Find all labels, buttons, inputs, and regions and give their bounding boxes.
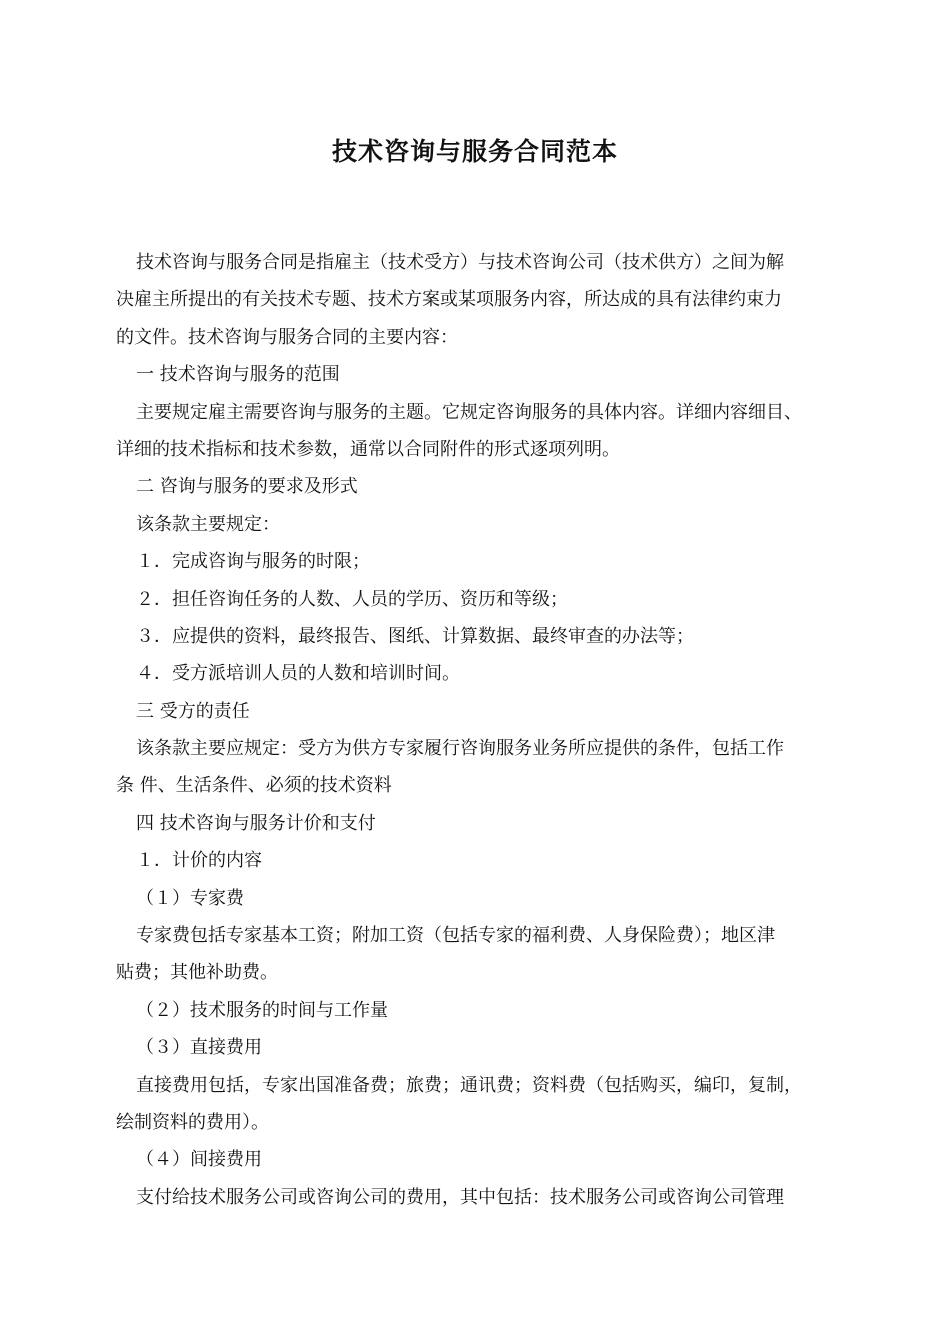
text-line: 的文件。技术咨询与服务合同的主要内容： <box>116 326 458 348</box>
text-line: 该条款主要规定： <box>136 513 280 535</box>
text-line: 主要规定雇主需要咨询与服务的主题。它规定咨询服务的具体内容。详细内容细目、 <box>136 401 802 423</box>
text-line: ２．担任咨询任务的人数、人员的学历、资历和等级； <box>136 588 568 610</box>
document-title: 技术咨询与服务合同范本 <box>331 137 618 166</box>
text-line: ４．受方派培训人员的人数和培训时间。 <box>136 663 460 685</box>
text-line: 详细的技术指标和技术参数，通常以合同附件的形式逐项列明。 <box>116 438 620 460</box>
text-line: 直接费用包括，专家出国准备费；旅费；通讯费；资料费（包括购买，编印，复制， <box>136 1074 802 1096</box>
text-line: 一 技术咨询与服务的范围 <box>136 364 340 386</box>
text-line: 技术咨询与服务合同是指雇主（技术受方）与技术咨询公司（技术供方）之间为解 <box>136 252 784 273</box>
text-line: 该条款主要应规定：受方为供方专家履行咨询服务业务所应提供的条件，包括工作 <box>136 738 784 760</box>
text-line: １．计价的内容 <box>136 850 262 872</box>
text-line: 决雇主所提出的有关技术专题、技术方案或某项服务内容，所达成的具有法律约束力 <box>116 289 782 311</box>
text-line: 二 咨询与服务的要求及形式 <box>136 476 358 498</box>
text-line: 四 技术咨询与服务计价和支付 <box>136 812 376 834</box>
text-line: 绘制资料的费用）。 <box>116 1111 269 1133</box>
text-line: ３．应提供的资料，最终报告、图纸、计算数据、最终审查的办法等； <box>136 625 694 647</box>
text-line: （１）专家费 <box>136 887 244 909</box>
text-line: （２）技术服务的时间与工作量 <box>136 999 388 1021</box>
text-line: 专家费包括专家基本工资；附加工资（包括专家的福利费、人身保险费）；地区津 <box>136 925 775 947</box>
text-line: 条 件、生活条件、必须的技术资料 <box>116 775 392 797</box>
text-line: （４）间接费用 <box>136 1149 262 1171</box>
text-line: １．完成咨询与服务的时限； <box>136 551 370 573</box>
text-line: 三 受方的责任 <box>136 700 250 722</box>
text-line: 贴费；其他补助费。 <box>116 962 278 984</box>
text-line: （３）直接费用 <box>136 1037 262 1059</box>
text-line: 支付给技术服务公司或咨询公司的费用，其中包括：技术服务公司或咨询公司管理 <box>136 1186 784 1208</box>
document-body <box>116 244 856 1216</box>
